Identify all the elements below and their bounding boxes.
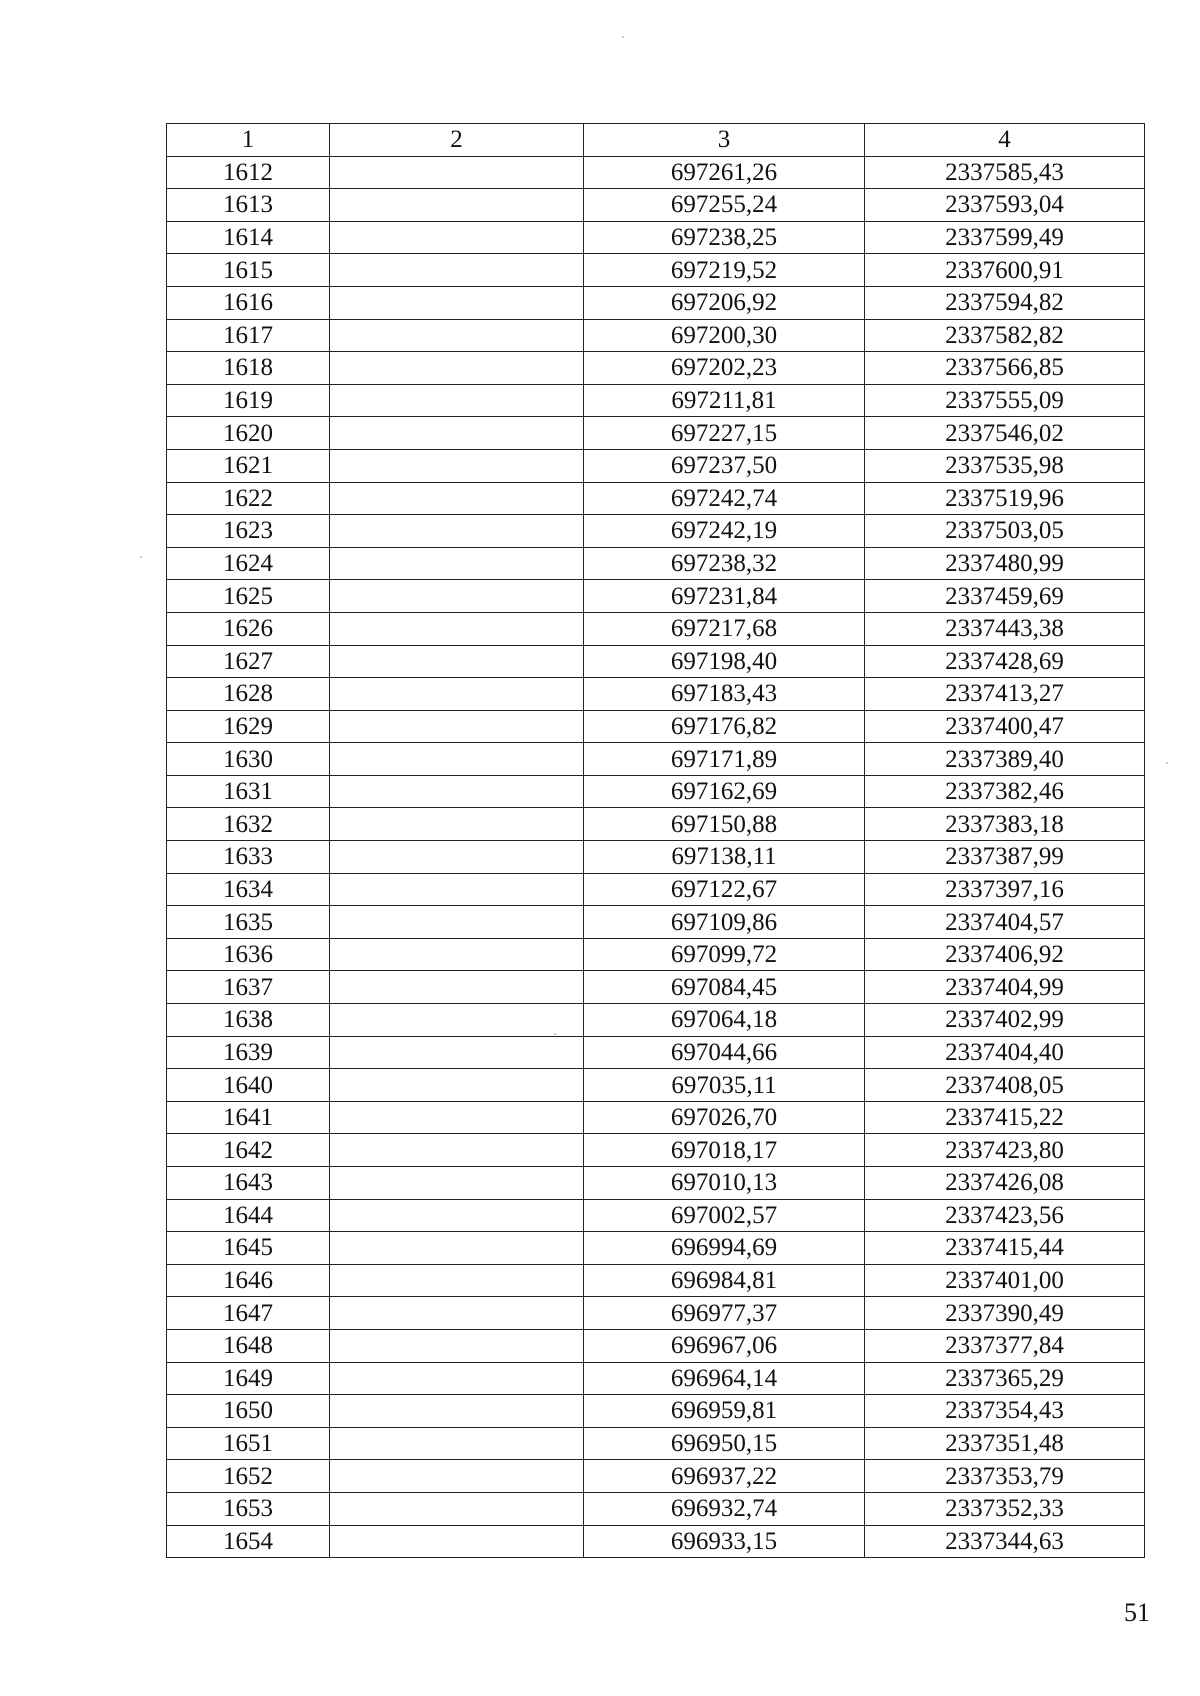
point-number-cell: 1616 (167, 286, 330, 319)
y-coordinate-cell: 2337351,48 (865, 1427, 1145, 1460)
point-number-cell: 1635 (167, 906, 330, 939)
table-row (167, 678, 1145, 711)
point-number-cell: 1636 (167, 938, 330, 971)
table-row (167, 352, 1145, 385)
x-coordinate-cell: 697237,50 (584, 449, 865, 482)
point-number-cell: 1652 (167, 1460, 330, 1493)
point-number-cell: 1633 (167, 841, 330, 874)
point-number-cell: 1619 (167, 384, 330, 417)
point-number-cell: 1620 (167, 417, 330, 450)
table-row (167, 156, 1145, 189)
table-row (167, 286, 1145, 319)
table-row (167, 808, 1145, 841)
point-number-cell: 1637 (167, 971, 330, 1004)
description-cell (330, 1297, 584, 1330)
description-cell (330, 1329, 584, 1362)
y-coordinate-cell: 2337408,05 (865, 1069, 1145, 1102)
table-row (167, 189, 1145, 222)
point-number-cell: 1638 (167, 1004, 330, 1037)
description-cell (330, 319, 584, 352)
table-row (167, 482, 1145, 515)
description-cell (330, 841, 584, 874)
x-coordinate-cell: 697219,52 (584, 254, 865, 287)
description-cell (330, 515, 584, 548)
y-coordinate-cell: 2337415,44 (865, 1232, 1145, 1265)
description-cell (330, 254, 584, 287)
y-coordinate-cell: 2337352,33 (865, 1492, 1145, 1525)
point-number-cell: 1648 (167, 1329, 330, 1362)
x-coordinate-cell: 697064,18 (584, 1004, 865, 1037)
scan-speck (622, 36, 624, 38)
description-cell (330, 1004, 584, 1037)
y-coordinate-cell: 2337546,02 (865, 417, 1145, 450)
x-coordinate-cell: 697242,19 (584, 515, 865, 548)
description-cell (330, 906, 584, 939)
y-coordinate-cell: 2337426,08 (865, 1167, 1145, 1200)
y-coordinate-cell: 2337404,57 (865, 906, 1145, 939)
description-cell (330, 938, 584, 971)
x-coordinate-cell: 696933,15 (584, 1525, 865, 1558)
y-coordinate-cell: 2337585,43 (865, 156, 1145, 189)
description-cell (330, 384, 584, 417)
y-coordinate-cell: 2337423,80 (865, 1134, 1145, 1167)
description-cell (330, 221, 584, 254)
table-row (167, 710, 1145, 743)
x-coordinate-cell: 696967,06 (584, 1329, 865, 1362)
y-coordinate-cell: 2337383,18 (865, 808, 1145, 841)
x-coordinate-cell: 697198,40 (584, 645, 865, 678)
point-number-cell: 1613 (167, 189, 330, 222)
description-cell (330, 449, 584, 482)
y-coordinate-cell: 2337404,40 (865, 1036, 1145, 1069)
y-coordinate-cell: 2337503,05 (865, 515, 1145, 548)
table-row (167, 547, 1145, 580)
x-coordinate-cell: 697176,82 (584, 710, 865, 743)
x-coordinate-cell: 696984,81 (584, 1264, 865, 1297)
table-row (167, 971, 1145, 1004)
y-coordinate-cell: 2337389,40 (865, 743, 1145, 776)
table-row (167, 449, 1145, 482)
y-coordinate-cell: 2337401,00 (865, 1264, 1145, 1297)
point-number-cell: 1644 (167, 1199, 330, 1232)
y-coordinate-cell: 2337406,92 (865, 938, 1145, 971)
y-coordinate-cell: 2337428,69 (865, 645, 1145, 678)
y-coordinate-cell: 2337600,91 (865, 254, 1145, 287)
point-number-cell: 1632 (167, 808, 330, 841)
x-coordinate-cell: 697099,72 (584, 938, 865, 971)
x-coordinate-cell: 697227,15 (584, 417, 865, 450)
table-row (167, 1427, 1145, 1460)
description-cell (330, 1492, 584, 1525)
point-number-cell: 1650 (167, 1395, 330, 1428)
x-coordinate-cell: 697002,57 (584, 1199, 865, 1232)
table-row (167, 1329, 1145, 1362)
point-number-cell: 1612 (167, 156, 330, 189)
x-coordinate-cell: 697026,70 (584, 1101, 865, 1134)
y-coordinate-cell: 2337344,63 (865, 1525, 1145, 1558)
table-row (167, 775, 1145, 808)
description-cell (330, 1264, 584, 1297)
description-cell (330, 1232, 584, 1265)
description-cell (330, 1395, 584, 1428)
scan-speck (140, 556, 142, 558)
column-header: 1 (167, 124, 330, 157)
scan-speck (1166, 762, 1168, 764)
description-cell (330, 743, 584, 776)
y-coordinate-cell: 2337390,49 (865, 1297, 1145, 1330)
x-coordinate-cell: 697200,30 (584, 319, 865, 352)
table-row (167, 1134, 1145, 1167)
description-cell (330, 417, 584, 450)
description-cell (330, 547, 584, 580)
table-row (167, 1264, 1145, 1297)
point-number-cell: 1618 (167, 352, 330, 385)
x-coordinate-cell: 697010,13 (584, 1167, 865, 1200)
table-row (167, 612, 1145, 645)
y-coordinate-cell: 2337582,82 (865, 319, 1145, 352)
point-number-cell: 1647 (167, 1297, 330, 1330)
y-coordinate-cell: 2337377,84 (865, 1329, 1145, 1362)
table-row (167, 906, 1145, 939)
column-header: 4 (865, 124, 1145, 157)
x-coordinate-cell: 697150,88 (584, 808, 865, 841)
y-coordinate-cell: 2337423,56 (865, 1199, 1145, 1232)
description-cell (330, 352, 584, 385)
point-number-cell: 1631 (167, 775, 330, 808)
table-row (167, 1297, 1145, 1330)
x-coordinate-cell: 697206,92 (584, 286, 865, 319)
table-row (167, 645, 1145, 678)
x-coordinate-cell: 696937,22 (584, 1460, 865, 1493)
y-coordinate-cell: 2337535,98 (865, 449, 1145, 482)
y-coordinate-cell: 2337555,09 (865, 384, 1145, 417)
point-number-cell: 1654 (167, 1525, 330, 1558)
table-row (167, 1101, 1145, 1134)
point-number-cell: 1624 (167, 547, 330, 580)
description-cell (330, 1101, 584, 1134)
description-cell (330, 971, 584, 1004)
y-coordinate-cell: 2337354,43 (865, 1395, 1145, 1428)
y-coordinate-cell: 2337382,46 (865, 775, 1145, 808)
description-cell (330, 156, 584, 189)
description-cell (330, 1427, 584, 1460)
table-row (167, 1395, 1145, 1428)
table-row (167, 580, 1145, 613)
description-cell (330, 710, 584, 743)
point-number-cell: 1617 (167, 319, 330, 352)
x-coordinate-cell: 696977,37 (584, 1297, 865, 1330)
x-coordinate-cell: 697211,81 (584, 384, 865, 417)
y-coordinate-cell: 2337402,99 (865, 1004, 1145, 1037)
point-number-cell: 1628 (167, 678, 330, 711)
y-coordinate-cell: 2337594,82 (865, 286, 1145, 319)
y-coordinate-cell: 2337566,85 (865, 352, 1145, 385)
table-row (167, 1004, 1145, 1037)
description-cell (330, 612, 584, 645)
point-number-cell: 1639 (167, 1036, 330, 1069)
table-row (167, 1167, 1145, 1200)
y-coordinate-cell: 2337387,99 (865, 841, 1145, 874)
y-coordinate-cell: 2337413,27 (865, 678, 1145, 711)
x-coordinate-cell: 697109,86 (584, 906, 865, 939)
table-row (167, 417, 1145, 450)
description-cell (330, 1199, 584, 1232)
point-number-cell: 1643 (167, 1167, 330, 1200)
x-coordinate-cell: 696994,69 (584, 1232, 865, 1265)
point-number-cell: 1621 (167, 449, 330, 482)
column-header: 2 (330, 124, 584, 157)
y-coordinate-cell: 2337400,47 (865, 710, 1145, 743)
table-row (167, 1232, 1145, 1265)
point-number-cell: 1641 (167, 1101, 330, 1134)
x-coordinate-cell: 697255,24 (584, 189, 865, 222)
y-coordinate-cell: 2337593,04 (865, 189, 1145, 222)
table-row (167, 384, 1145, 417)
x-coordinate-cell: 696959,81 (584, 1395, 865, 1428)
y-coordinate-cell: 2337404,99 (865, 971, 1145, 1004)
x-coordinate-cell: 697202,23 (584, 352, 865, 385)
point-number-cell: 1625 (167, 580, 330, 613)
y-coordinate-cell: 2337459,69 (865, 580, 1145, 613)
x-coordinate-cell: 697044,66 (584, 1036, 865, 1069)
coordinates-table (166, 123, 1145, 1558)
description-cell (330, 1362, 584, 1395)
description-cell (330, 286, 584, 319)
x-coordinate-cell: 697183,43 (584, 678, 865, 711)
description-cell (330, 678, 584, 711)
table-row (167, 1069, 1145, 1102)
point-number-cell: 1653 (167, 1492, 330, 1525)
table-row (167, 1199, 1145, 1232)
point-number-cell: 1634 (167, 873, 330, 906)
y-coordinate-cell: 2337519,96 (865, 482, 1145, 515)
description-cell (330, 482, 584, 515)
x-coordinate-cell: 697217,68 (584, 612, 865, 645)
x-coordinate-cell: 697138,11 (584, 841, 865, 874)
description-cell (330, 1036, 584, 1069)
table-header-row (167, 124, 1145, 157)
description-cell (330, 645, 584, 678)
table-row (167, 938, 1145, 971)
table-row (167, 873, 1145, 906)
table-row (167, 1362, 1145, 1395)
description-cell (330, 580, 584, 613)
x-coordinate-cell: 697122,67 (584, 873, 865, 906)
x-coordinate-cell: 697035,11 (584, 1069, 865, 1102)
x-coordinate-cell: 696950,15 (584, 1427, 865, 1460)
table-row (167, 1036, 1145, 1069)
x-coordinate-cell: 697162,69 (584, 775, 865, 808)
x-coordinate-cell: 697238,25 (584, 221, 865, 254)
x-coordinate-cell: 697084,45 (584, 971, 865, 1004)
x-coordinate-cell: 697261,26 (584, 156, 865, 189)
page-number: 51 (1124, 1598, 1150, 1627)
table-row (167, 221, 1145, 254)
point-number-cell: 1645 (167, 1232, 330, 1265)
x-coordinate-cell: 697018,17 (584, 1134, 865, 1167)
point-number-cell: 1640 (167, 1069, 330, 1102)
x-coordinate-cell: 697242,74 (584, 482, 865, 515)
y-coordinate-cell: 2337415,22 (865, 1101, 1145, 1134)
table-row (167, 1460, 1145, 1493)
table-row (167, 515, 1145, 548)
point-number-cell: 1642 (167, 1134, 330, 1167)
table-row (167, 841, 1145, 874)
description-cell (330, 189, 584, 222)
table-row (167, 1525, 1145, 1558)
x-coordinate-cell: 696932,74 (584, 1492, 865, 1525)
description-cell (330, 808, 584, 841)
description-cell (330, 1460, 584, 1493)
x-coordinate-cell: 697238,32 (584, 547, 865, 580)
description-cell (330, 1525, 584, 1558)
point-number-cell: 1629 (167, 710, 330, 743)
point-number-cell: 1646 (167, 1264, 330, 1297)
point-number-cell: 1627 (167, 645, 330, 678)
point-number-cell: 1622 (167, 482, 330, 515)
description-cell (330, 873, 584, 906)
point-number-cell: 1626 (167, 612, 330, 645)
y-coordinate-cell: 2337365,29 (865, 1362, 1145, 1395)
x-coordinate-cell: 696964,14 (584, 1362, 865, 1395)
description-cell (330, 775, 584, 808)
column-header: 3 (584, 124, 865, 157)
y-coordinate-cell: 2337397,16 (865, 873, 1145, 906)
table-row (167, 1492, 1145, 1525)
point-number-cell: 1649 (167, 1362, 330, 1395)
description-cell (330, 1134, 584, 1167)
table-row (167, 743, 1145, 776)
point-number-cell: 1614 (167, 221, 330, 254)
y-coordinate-cell: 2337443,38 (865, 612, 1145, 645)
point-number-cell: 1615 (167, 254, 330, 287)
table-row (167, 319, 1145, 352)
point-number-cell: 1651 (167, 1427, 330, 1460)
point-number-cell: 1630 (167, 743, 330, 776)
x-coordinate-cell: 697171,89 (584, 743, 865, 776)
x-coordinate-cell: 697231,84 (584, 580, 865, 613)
y-coordinate-cell: 2337480,99 (865, 547, 1145, 580)
table-row (167, 254, 1145, 287)
description-cell (330, 1069, 584, 1102)
y-coordinate-cell: 2337599,49 (865, 221, 1145, 254)
table-body (167, 156, 1145, 1558)
description-cell (330, 1167, 584, 1200)
y-coordinate-cell: 2337353,79 (865, 1460, 1145, 1493)
point-number-cell: 1623 (167, 515, 330, 548)
